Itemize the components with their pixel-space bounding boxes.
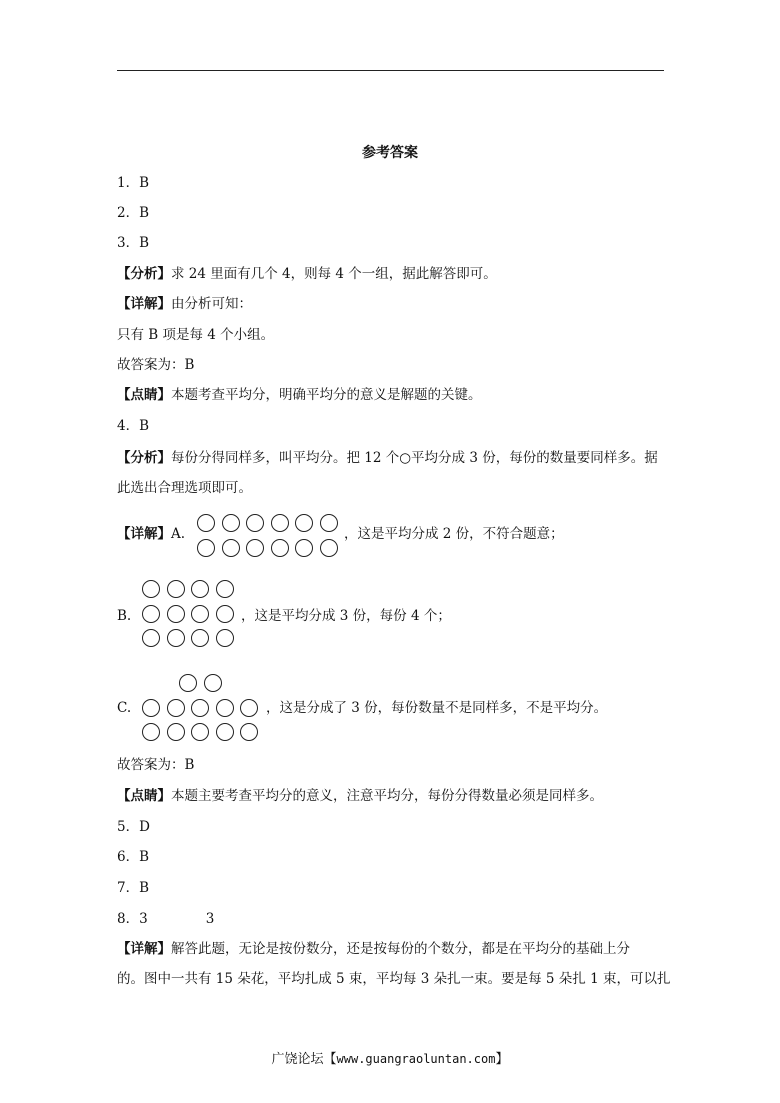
- circle-mark: [320, 539, 338, 557]
- circle-mark: [167, 605, 185, 623]
- circle-mark: [197, 514, 215, 532]
- circle-mark: [240, 723, 258, 741]
- answer-4: 4．B: [117, 418, 150, 434]
- option-a-text: ，这是平均分成 2 份，不符合题意；: [344, 526, 564, 542]
- circle-mark: [222, 514, 240, 532]
- detail-tag: 【详解】: [117, 296, 171, 312]
- circle-mark: [320, 514, 338, 532]
- q4-analysis-line-2: 此选出合理选项即可。: [117, 480, 252, 496]
- q4-conclusion: 故答案为：B: [117, 757, 195, 773]
- detail-text: 解答此题，无论是按份数分，还是按每份的个数分，都是在平均分的基础上分: [171, 941, 630, 957]
- answer-8: [117, 909, 214, 929]
- answer-8-second: 3: [205, 911, 215, 927]
- circle-mark: [179, 674, 197, 692]
- q8-detail-line-2: 的。图中一共有 15 朵花，平均扎成 5 束，平均每 3 朵扎一束。要是每 5 朵扎 1 束，可以扎: [117, 971, 671, 987]
- detail-tag: 【详解】: [117, 941, 171, 957]
- q4-option-b-label: B.: [117, 608, 132, 624]
- option-a-label: A.: [171, 526, 186, 542]
- circle-mark: [142, 605, 160, 623]
- q3-point: [117, 385, 482, 405]
- answer-3: 3．B: [117, 235, 150, 251]
- point-text: 本题主要考查平均分的意义，注意平均分，每份分得数量必须是同样多。: [171, 788, 603, 804]
- circle-mark: [222, 539, 240, 557]
- q3-detail-2: 只有 B 项是每 4 个小组。: [117, 327, 275, 343]
- circle-mark: [271, 539, 289, 557]
- answer-8-first: 8．3: [117, 911, 148, 927]
- circle-mark: [191, 605, 209, 623]
- point-text: 本题考查平均分，明确平均分的意义是解题的关键。: [171, 387, 482, 403]
- circle-mark: [167, 699, 185, 717]
- answer-1: 1．B: [117, 175, 150, 191]
- circle-mark: [216, 605, 234, 623]
- option-b-text: ，这是平均分成 3 份，每份 4 个；: [241, 608, 451, 624]
- q3-analysis: [117, 264, 497, 284]
- circle-mark: [216, 723, 234, 741]
- answer-2: 2．B: [117, 205, 150, 221]
- circle-mark: [191, 580, 209, 598]
- answer-6: 6．B: [117, 849, 150, 865]
- circle-mark: [246, 514, 264, 532]
- circle-mark: [142, 580, 160, 598]
- footer-close: 】: [495, 1052, 509, 1067]
- q3-detail: [117, 294, 252, 314]
- circle-mark: [271, 514, 289, 532]
- footer: [0, 1048, 780, 1067]
- circle-mark: [191, 629, 209, 647]
- q4-analysis-line-1: [117, 448, 658, 468]
- circle-mark: [295, 514, 313, 532]
- circle-mark: [216, 699, 234, 717]
- q8-detail-line-1: [117, 939, 630, 959]
- point-tag: 【点睛】: [117, 788, 171, 804]
- q3-conclusion: 故答案为：B: [117, 357, 195, 373]
- circle-mark: [246, 539, 264, 557]
- q4-point: [117, 786, 603, 806]
- q4-option-a: [117, 524, 185, 544]
- circle-mark: [216, 580, 234, 598]
- option-c-text: ，这是分成了 3 份，每份数量不是同样多，不是平均分。: [266, 700, 608, 716]
- circle-mark: [295, 539, 313, 557]
- detail-text: 由分析可知：: [171, 296, 252, 312]
- analysis-tag: 【分析】: [117, 450, 171, 466]
- circle-mark: [167, 723, 185, 741]
- circle-mark: [142, 629, 160, 647]
- analysis-text: 每份分得同样多，叫平均分。把 12 个○平均分成 3 份，每份的数量要同样多。据: [171, 450, 658, 466]
- detail-tag: 【详解】: [117, 526, 171, 542]
- page-title: 参考答案: [362, 145, 418, 161]
- analysis-text: 求 24 里面有几个 4，则每 4 个一组，据此解答即可。: [171, 266, 497, 282]
- circle-mark: [142, 723, 160, 741]
- circle-mark: [167, 580, 185, 598]
- q4-option-c-label: C.: [117, 700, 132, 716]
- header-rule: [117, 70, 664, 71]
- circle-mark: [191, 699, 209, 717]
- answer-5: 5．D: [117, 819, 150, 835]
- circle-mark: [204, 674, 222, 692]
- circle-mark: [167, 629, 185, 647]
- circle-mark: [197, 539, 215, 557]
- footer-brand: 广饶论坛【: [271, 1052, 337, 1067]
- circle-mark: [240, 699, 258, 717]
- answer-7: 7．B: [117, 880, 150, 896]
- circle-mark: [142, 699, 160, 717]
- point-tag: 【点睛】: [117, 387, 171, 403]
- circle-mark: [191, 723, 209, 741]
- footer-url: www.guangraoluntan.com: [336, 1052, 496, 1066]
- analysis-tag: 【分析】: [117, 266, 171, 282]
- circle-mark: [216, 629, 234, 647]
